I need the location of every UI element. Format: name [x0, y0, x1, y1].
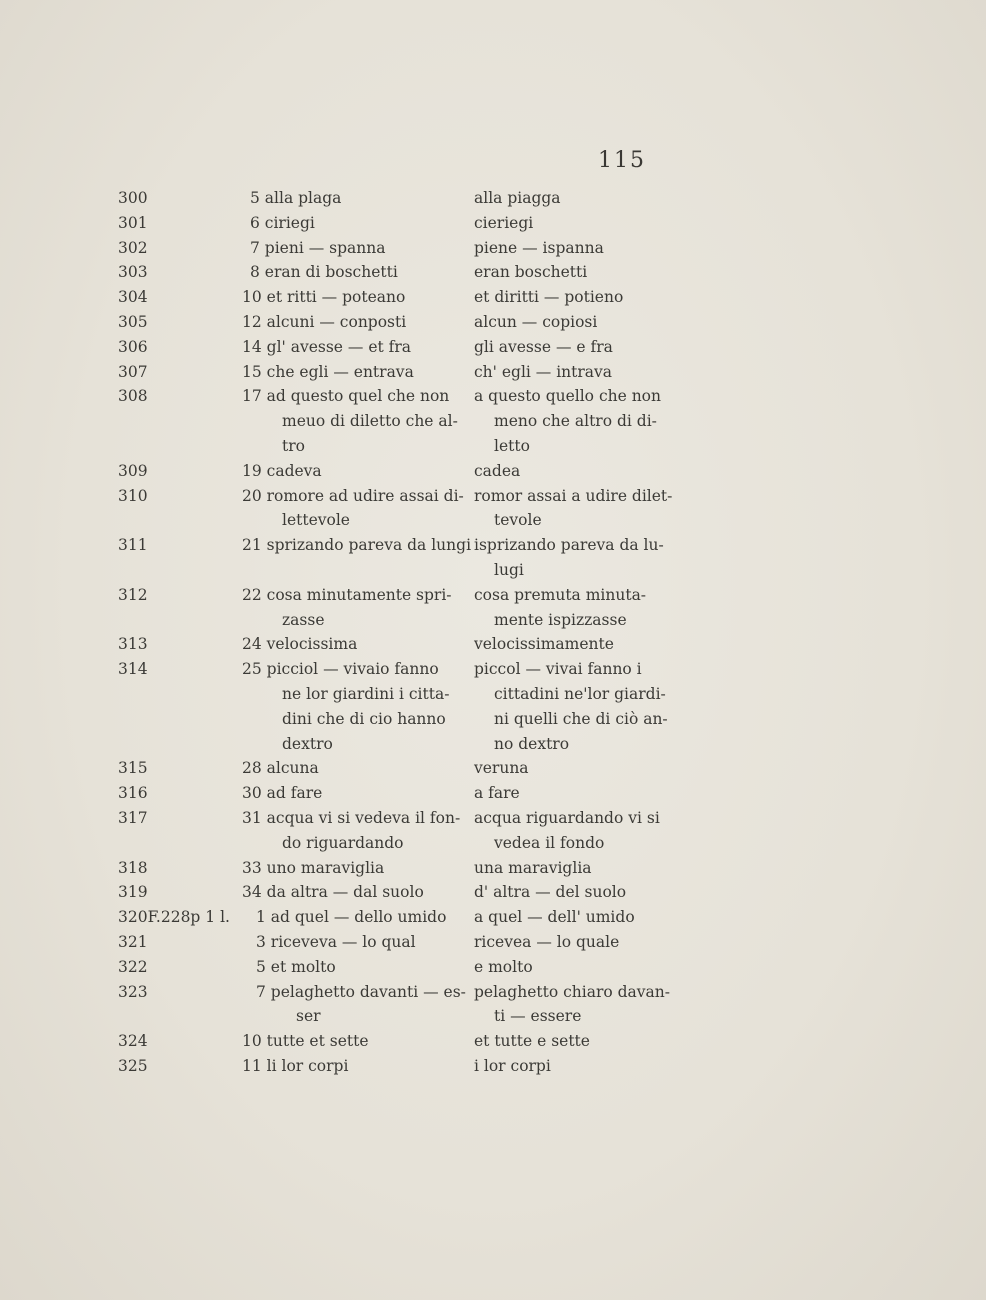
- table-row: [0, 905, 986, 930]
- variant-reading-line: romor assai a udire dilet-: [474, 486, 673, 505]
- variant-reading-line: piene — ispanna: [474, 238, 604, 257]
- table-row: [0, 955, 986, 980]
- variant-reading-line: veruna: [474, 759, 529, 778]
- original-reading: [242, 310, 472, 335]
- original-reading-line: 5 alla plaga: [250, 189, 342, 207]
- row-number: 316: [118, 784, 148, 803]
- table-row: [0, 360, 986, 385]
- table-row: [0, 632, 986, 657]
- table-row: [0, 980, 986, 1030]
- row-number: 309: [118, 461, 148, 480]
- row-number: 300: [118, 189, 148, 207]
- original-reading: [242, 583, 472, 633]
- original-reading-line: 30 ad fare: [242, 784, 323, 803]
- original-reading-line: 6 ciriegi: [250, 213, 315, 232]
- variant-reading: [474, 806, 678, 856]
- original-reading: [242, 285, 472, 310]
- variant-reading-line: d' altra — del suolo: [474, 883, 627, 902]
- original-reading: [250, 211, 480, 236]
- variant-reading-line: lugi: [494, 560, 524, 579]
- variant-reading-line: no dextro: [494, 734, 570, 753]
- original-reading-line: 28 alcuna: [242, 759, 319, 778]
- original-reading: [242, 856, 472, 881]
- variant-reading-line: cosa premuta minuta-: [474, 585, 647, 604]
- original-reading: [250, 186, 480, 211]
- table-row: [0, 657, 986, 756]
- variant-reading: [474, 285, 678, 310]
- variant-reading-line: una maraviglia: [474, 858, 592, 877]
- original-reading-line: 19 cadeva: [242, 461, 322, 480]
- variant-reading: [474, 657, 678, 756]
- row-number: 306: [118, 337, 148, 356]
- row-number: 315: [118, 759, 148, 778]
- row-number: 324: [118, 1032, 148, 1051]
- original-reading: [256, 980, 486, 1030]
- table-row: [0, 211, 986, 236]
- original-reading-line: 1 ad quel — dello umido: [256, 908, 447, 927]
- variant-reading: [474, 1029, 678, 1054]
- row-number: 323: [118, 982, 148, 1001]
- variant-reading: [474, 260, 678, 285]
- original-reading: [242, 657, 472, 756]
- original-reading-line: 24 velocissima: [242, 635, 358, 654]
- row-number: 319: [118, 883, 148, 902]
- original-reading-line: do riguardando: [282, 833, 404, 852]
- table-row: [0, 285, 986, 310]
- table-row: [0, 260, 986, 285]
- original-reading-line: zasse: [282, 610, 325, 629]
- original-reading-line: 17 ad questo quel che non: [242, 387, 450, 406]
- row-number: 320F.228p 1 l.: [118, 908, 230, 927]
- original-reading-line: 15 che egli — entrava: [242, 362, 414, 381]
- variant-reading-line: a quel — dell' umido: [474, 908, 635, 927]
- original-reading: [242, 1054, 472, 1079]
- original-reading: [242, 756, 472, 781]
- variant-reading: [474, 781, 678, 806]
- variant-reading-line: isprizando pareva da lu-: [474, 536, 664, 555]
- page-number: 115: [598, 148, 646, 173]
- original-reading-line: 20 romore ad udire assai di-: [242, 486, 464, 505]
- row-number: 310: [118, 486, 148, 505]
- variant-reading: [474, 632, 678, 657]
- table-row: [0, 781, 986, 806]
- original-reading-line: 25 picciol — vivaio fanno: [242, 660, 439, 679]
- variant-reading-line: et diritti — potieno: [474, 288, 624, 307]
- original-reading-line: 33 uno maraviglia: [242, 858, 385, 877]
- original-reading-line: 31 acqua vi si vedeva il fon-: [242, 809, 461, 827]
- original-reading-line: 10 et ritti — poteano: [242, 288, 406, 307]
- variant-reading-line: tevole: [494, 511, 542, 530]
- row-number: 311: [118, 536, 148, 555]
- variant-reading-line: mente ispizzasse: [494, 610, 627, 629]
- row-number: 318: [118, 858, 148, 877]
- table-row: [0, 310, 986, 335]
- variant-reading-line: cadea: [474, 461, 521, 480]
- table-row: [0, 856, 986, 881]
- table-row: [0, 1054, 986, 1079]
- variant-reading: [474, 756, 678, 781]
- original-reading: [242, 632, 472, 657]
- variant-reading: [474, 955, 678, 980]
- original-reading: [250, 236, 480, 261]
- table-row: [0, 236, 986, 261]
- row-number: 304: [118, 288, 148, 307]
- variant-reading: [474, 186, 678, 211]
- variant-reading: [474, 360, 678, 385]
- variant-reading-line: letto: [494, 436, 530, 455]
- row-number: 312: [118, 585, 148, 604]
- original-reading-line: 12 alcuni — conposti: [242, 313, 407, 331]
- variant-reading: [474, 1054, 678, 1079]
- variant-reading-line: alla piagga: [474, 189, 561, 207]
- variant-reading: [474, 384, 678, 458]
- variant-reading-line: eran boschetti: [474, 263, 588, 282]
- original-reading-line: 7 pieni — spanna: [250, 238, 386, 257]
- original-reading: [256, 905, 486, 930]
- original-reading-line: 5 et molto: [256, 957, 336, 976]
- row-number: 302: [118, 238, 148, 257]
- table-row: [0, 459, 986, 484]
- original-reading-line: ser: [296, 1007, 321, 1026]
- original-reading-line: 14 gl' avesse — et fra: [242, 337, 412, 356]
- original-reading: [242, 1029, 472, 1054]
- row-number: 322: [118, 957, 148, 976]
- original-reading-line: 7 pelaghetto davanti — es-: [256, 982, 466, 1001]
- original-reading: [250, 260, 480, 285]
- original-reading: [242, 335, 472, 360]
- original-reading: [242, 880, 472, 905]
- variant-reading-line: vedea il fondo: [494, 833, 605, 852]
- variant-reading: [474, 310, 678, 335]
- original-reading-line: 22 cosa minutamente spri-: [242, 585, 452, 604]
- variant-reading-line: alcun — copiosi: [474, 313, 598, 331]
- original-reading-line: 10 tutte et sette: [242, 1032, 369, 1051]
- row-number: 301: [118, 213, 148, 232]
- original-reading-line: 21 sprizando pareva da lungi: [242, 536, 472, 555]
- table-row: [0, 880, 986, 905]
- variant-reading: [474, 930, 678, 955]
- table-row: [0, 930, 986, 955]
- table-row: [0, 533, 986, 583]
- variant-reading-line: meno che altro di di-: [494, 412, 657, 431]
- original-reading-line: ne lor giardini i citta-: [282, 684, 450, 703]
- row-number: 307: [118, 362, 148, 381]
- table-row: [0, 335, 986, 360]
- table-row: [0, 756, 986, 781]
- variant-reading-line: ricevea — lo quale: [474, 933, 620, 951]
- original-reading-line: lettevole: [282, 511, 350, 530]
- table-row: [0, 186, 986, 211]
- row-number: 321: [118, 933, 148, 951]
- variant-reading: [474, 335, 678, 360]
- original-reading: [256, 930, 486, 955]
- original-reading: [242, 533, 472, 558]
- variant-reading-line: et tutte e sette: [474, 1032, 590, 1051]
- variant-reading: [474, 980, 678, 1030]
- variant-reading-line: pelaghetto chiaro davan-: [474, 982, 670, 1001]
- row-number: 317: [118, 809, 148, 827]
- original-reading: [242, 484, 472, 534]
- variant-reading: [474, 856, 678, 881]
- table-row: [0, 1029, 986, 1054]
- row-number: 314: [118, 660, 148, 679]
- table-row: [0, 484, 986, 534]
- original-reading-line: dextro: [282, 734, 333, 753]
- variant-reading: [474, 236, 678, 261]
- row-number: 303: [118, 263, 148, 282]
- variant-reading: [474, 533, 678, 583]
- variant-reading-line: ti — essere: [494, 1007, 582, 1026]
- variant-reading-line: gli avesse — e fra: [474, 337, 613, 356]
- original-reading: [242, 781, 472, 806]
- original-reading-line: 11 li lor corpi: [242, 1057, 349, 1075]
- variant-reading-line: e molto: [474, 957, 533, 976]
- row-number: 308: [118, 387, 148, 406]
- original-reading: [242, 360, 472, 385]
- variant-reading-line: velocissimamente: [474, 635, 614, 654]
- variant-reading-line: ni quelli che di ciò an-: [494, 709, 668, 728]
- variant-reading-line: piccol — vivai fanno i: [474, 660, 642, 679]
- original-reading-line: 34 da altra — dal suolo: [242, 883, 424, 902]
- variant-reading-line: a questo quello che non: [474, 387, 661, 406]
- variant-reading-line: a fare: [474, 784, 520, 803]
- table-row: [0, 583, 986, 633]
- variant-reading: [474, 583, 678, 633]
- original-reading-line: dini che di cio hanno: [282, 709, 446, 728]
- original-reading-line: tro: [282, 436, 305, 455]
- original-reading-line: 8 eran di boschetti: [250, 263, 398, 282]
- variant-reading: [474, 905, 678, 930]
- original-reading: [242, 384, 472, 458]
- row-number: 305: [118, 313, 148, 331]
- variant-reading: [474, 459, 678, 484]
- variant-reading: [474, 484, 678, 534]
- variant-reading-line: ch' egli — intrava: [474, 362, 613, 381]
- original-reading-line: meuo di diletto che al-: [282, 412, 458, 431]
- variant-reading: [474, 211, 678, 236]
- variant-reading-line: i lor corpi: [474, 1057, 551, 1075]
- variant-reading-line: cittadini ne'lor giardi-: [494, 684, 666, 703]
- variant-reading: [474, 880, 678, 905]
- original-reading-line: 3 riceveva — lo qual: [256, 933, 416, 951]
- row-number: 325: [118, 1057, 148, 1075]
- original-reading: [256, 955, 486, 980]
- variant-reading-line: acqua riguardando vi si: [474, 809, 660, 827]
- original-reading: [242, 806, 472, 856]
- original-reading: [242, 459, 472, 484]
- variant-reading-line: cieriegi: [474, 213, 534, 232]
- table-row: [0, 384, 986, 458]
- table-row: [0, 806, 986, 856]
- row-number: 313: [118, 635, 148, 654]
